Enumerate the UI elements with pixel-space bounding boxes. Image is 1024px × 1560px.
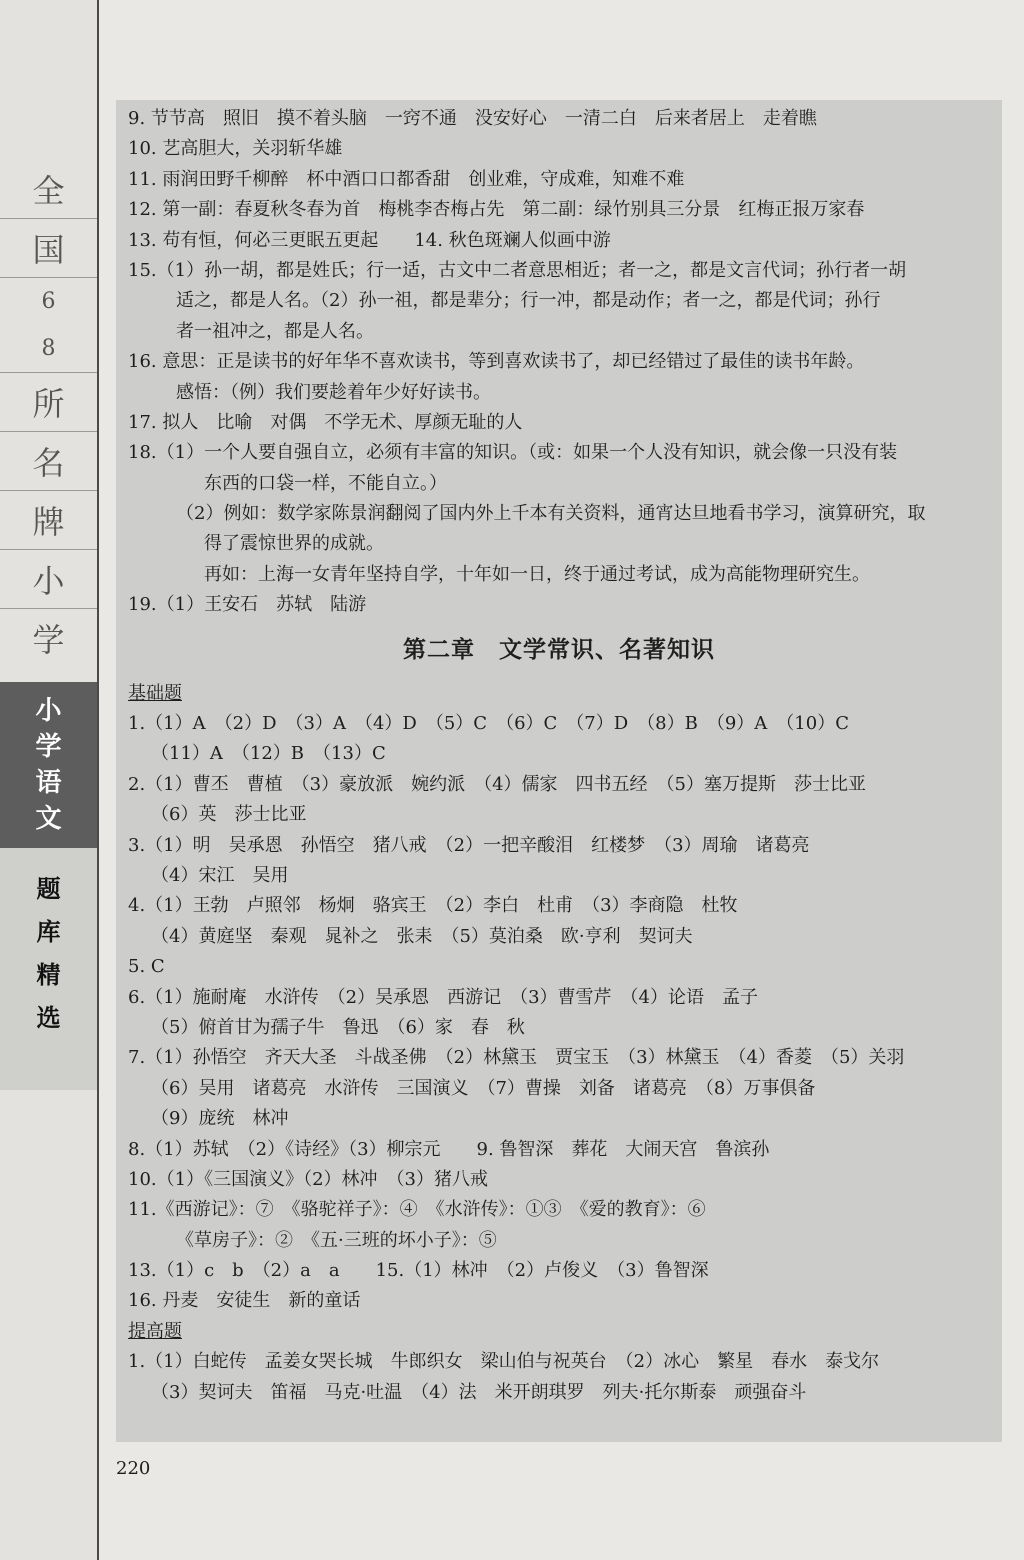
- answer-line: 10. 艺高胆大，关羽斩华雄: [128, 138, 343, 160]
- answer-line: 3.（1）明 吴承恩 孙悟空 猪八戒 （2）一把辛酸泪 红楼梦 （3）周瑜 诸葛亮: [128, 834, 810, 856]
- answer-line: 者一祖冲之，都是人名。: [176, 320, 374, 342]
- answer-line: （6）吴用 诸葛亮 水浒传 三国演义 （7）曹操 刘备 诸葛亮 （8）万事俱备: [151, 1077, 816, 1099]
- answer-line: （5）俯首甘为孺子牛 鲁迅 （6）家 春 秋: [151, 1016, 525, 1038]
- category-tab: [0, 848, 97, 1090]
- series-char: 学: [32, 621, 65, 659]
- subject-char: 学: [35, 732, 62, 762]
- section-heading: 提高题: [128, 1320, 182, 1342]
- answer-line: （4）宋江 吴用: [151, 864, 289, 886]
- answer-line: 18.（1）一个人要自强自立，必须有丰富的知识。（或：如果一个人没有知识，就会像一只没有装: [128, 442, 898, 464]
- series-char: 小: [0, 550, 97, 609]
- answer-line: 11. 雨润田野千柳醉 杯中酒口口都香甜 创业难，守成难，知难不难: [128, 168, 685, 190]
- answer-line: 2.（1）曹丕 曹植 （3）豪放派 婉约派 （4）儒家 四书五经 （5）塞万提斯 莎士比亚: [128, 773, 866, 795]
- answer-line: 17. 拟人 比喻 对偶 不学无术、厚颜无耻的人: [128, 411, 523, 433]
- answer-line: （3）契诃夫 笛福 马克·吐温 （4）法 米开朗琪罗 列夫·托尔斯泰 顽强奋斗: [151, 1381, 807, 1403]
- chapter-title: 第二章 文学常识、名著知识: [403, 636, 715, 663]
- answer-line: 1.（1）A （2）D （3）A （4）D （5）C （6）C （7）D （8）B （9）A （10）C: [128, 713, 849, 735]
- answer-line: （9）庞统 林冲: [151, 1108, 289, 1130]
- series-char: 所: [0, 373, 97, 432]
- subject-char: 文: [35, 804, 62, 834]
- answer-line: 10.（1）《三国演义》（2）林冲 （3）猪八戒: [128, 1168, 488, 1190]
- answer-line: 6.（1）施耐庵 水浒传 （2）吴承恩 西游记 （3）曹雪芹 （4）论语 孟子: [128, 986, 758, 1008]
- sidebar: [0, 0, 99, 1560]
- answer-content: [116, 100, 1002, 1442]
- answer-line: 适之，都是人名。（2）孙一祖，都是辈分；行一冲，都是动作；者一之，都是代词；孙行: [176, 290, 881, 312]
- answer-line: 15.（1）孙一胡，都是姓氏；行一适，古文中二者意思相近；者一之，都是文言代词；孙行者一胡: [128, 259, 907, 281]
- series-char: 8: [0, 325, 97, 373]
- answer-line: 9. 节节高 照旧 摸不着头脑 一窍不通 没安好心 一清二白 后来者居上 走着瞧: [128, 108, 817, 129]
- series-title: [0, 160, 97, 667]
- answer-line: 得了震惊世界的成就。: [204, 533, 384, 555]
- series-char: 牌: [0, 491, 97, 550]
- series-char: 全: [0, 160, 97, 219]
- answer-line: 《草房子》：② 《五·三班的坏小子》：⑤: [176, 1229, 497, 1251]
- subject-char: 语: [35, 768, 62, 798]
- answer-line: 13.（1）c b （2）a a 15.（1）林冲 （2）卢俊义 （3）鲁智深: [128, 1260, 709, 1282]
- subject-char: 小: [35, 696, 62, 726]
- series-char: 名: [0, 432, 97, 491]
- category-char: 题: [36, 875, 61, 903]
- answer-line: 东西的口袋一样，不能自立。）: [204, 472, 447, 494]
- answer-line: 12. 第一副：春夏秋冬春为首 梅桃李杏梅占先 第二副：绿竹别具三分景 红梅正报万家春: [128, 199, 865, 221]
- answer-line: 5. C: [128, 956, 165, 978]
- answer-line: 1.（1）白蛇传 孟姜女哭长城 牛郎织女 梁山伯与祝英台 （2）冰心 繁星 春水 泰戈尔: [128, 1351, 880, 1373]
- category-char: 精: [36, 961, 61, 989]
- answer-line: 19.（1）王安石 苏轼 陆游: [128, 594, 367, 616]
- answer-line: 11.《西游记》：⑦ 《骆驼祥子》：④ 《水浒传》：①③ 《爱的教育》：⑥: [128, 1199, 706, 1221]
- answer-line: 8.（1）苏轼 （2）《诗经》（3）柳宗元 9. 鲁智深 葬花 大闹天宫 鲁滨孙: [128, 1138, 770, 1160]
- answer-line: （6）英 莎士比亚: [151, 804, 307, 826]
- answer-line: （4）黄庭坚 秦观 晁补之 张耒 （5）莫泊桑 欧·亨利 契诃夫: [151, 925, 693, 947]
- category-char: 选: [36, 1004, 61, 1032]
- answer-line: （11）A （12）B （13）C: [151, 743, 386, 765]
- category-char: 库: [36, 918, 61, 946]
- answer-line: 4.（1）王勃 卢照邻 杨炯 骆宾王 （2）李白 杜甫 （3）李商隐 杜牧: [128, 895, 738, 917]
- answer-line: 16. 意思：正是读书的好年华不喜欢读书，等到喜欢读书了，却已经错过了最佳的读书年龄。: [128, 351, 865, 373]
- subject-tab: [0, 682, 97, 848]
- answer-line: 16. 丹麦 安徒生 新的童话: [128, 1290, 361, 1312]
- answer-line: 7.（1）孙悟空 齐天大圣 斗战圣佛 （2）林黛玉 贾宝玉 （3）林黛玉 （4）香菱 （5）关羽: [128, 1047, 905, 1069]
- answer-line: 再如：上海一女青年坚持自学，十年如一日，终于通过考试，成为高能物理研究生。: [204, 563, 870, 585]
- answer-line: 13. 苟有恒，何必三更眠五更起 14. 秋色斑斓人似画中游: [128, 229, 611, 251]
- answer-line: （2）例如：数学家陈景润翻阅了国内外上千本有关资料，通宵达旦地看书学习，演算研究，取: [176, 503, 926, 525]
- series-char: 6: [41, 289, 56, 314]
- section-heading: 基础题: [128, 682, 182, 704]
- answer-line: 感悟：（例）我们要趁着年少好好读书。: [176, 381, 491, 403]
- page-number: 220: [116, 1458, 151, 1479]
- series-char: 国: [0, 219, 97, 278]
